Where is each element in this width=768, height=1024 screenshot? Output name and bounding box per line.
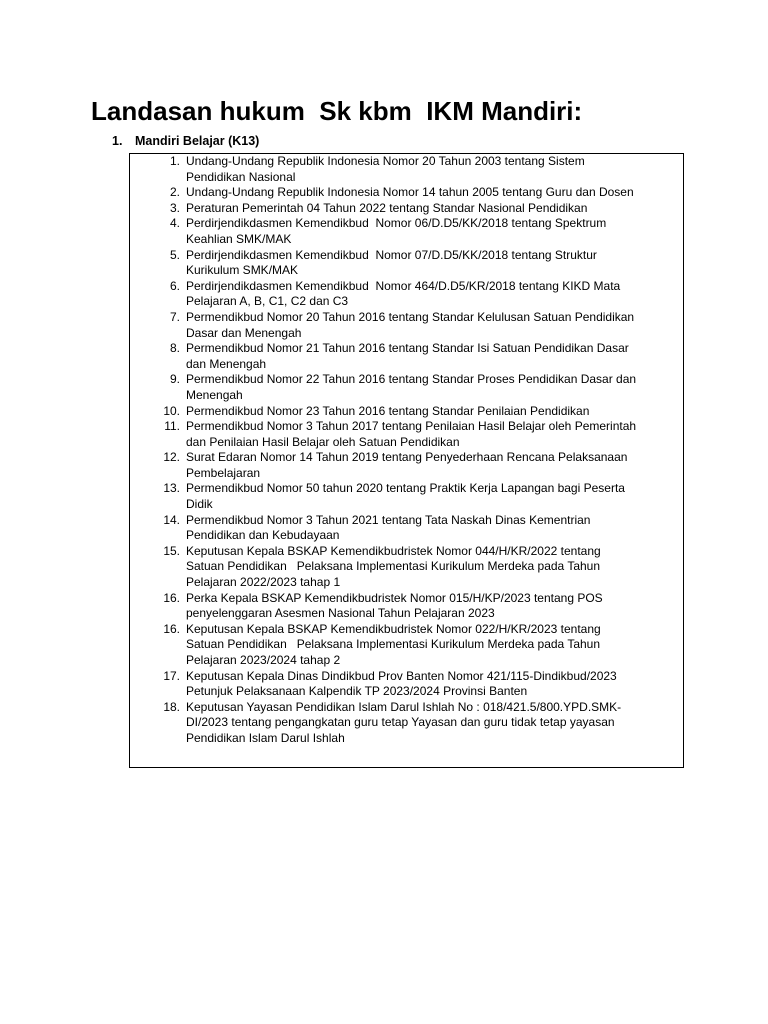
list-item-text (186, 201, 678, 217)
list-item-line: Permendikbud Nomor 50 tahun 2020 tentang Praktik Kerja Lapangan bagi Peserta (186, 481, 625, 496)
list-item-text (186, 419, 678, 450)
list-item-line: Permendikbud Nomor 20 Tahun 2016 tentang Standar Kelulusan Satuan Pendidikan (186, 309, 635, 324)
list-item-text (186, 404, 678, 420)
list-item-line: Keputusan Kepala BSKAP Kemendikbudristek Nomor 022/H/KR/2023 tentang (186, 621, 601, 636)
list-item-line: Permendikbud Nomor 3 Tahun 2021 tentang Tata Naskah Dinas Kementrian (186, 512, 591, 527)
list-item-text (186, 513, 678, 544)
list-item-number: 1. (169, 154, 180, 168)
list-item-text (186, 591, 678, 622)
list-item-number: 5. (169, 247, 180, 262)
list-item (138, 372, 678, 403)
section-heading (112, 133, 259, 149)
list-item-line: Undang-Undang Republik Indonesia Nomor 20 Tahun 2003 tentang Sistem (186, 154, 585, 168)
list-item-text (186, 622, 678, 669)
list-item-line: Menengah (186, 387, 243, 402)
list-item-line: Satuan Pendidikan Pelaksana Implementasi Kurikulum Merdeka pada Tahun (186, 637, 601, 652)
list-item-line: Keahlian SMK/MAK (186, 231, 292, 246)
list-item-text (186, 700, 678, 747)
list-item-text (186, 185, 678, 201)
list-item-line: Pendidikan Nasional (186, 169, 296, 184)
list-item-line: Undang-Undang Republik Indonesia Nomor 14 tahun 2005 tentang Guru dan Dosen (186, 185, 634, 200)
list-item-line: Peraturan Pemerintah 04 Tahun 2022 tentang Standar Nasional Pendidikan (186, 200, 588, 215)
list-item-line: Pendidikan dan Kebudayaan (186, 528, 340, 543)
list-item-number: 4. (169, 216, 180, 231)
list-item (138, 450, 678, 481)
list-item-line: dan Penilaian Hasil Belajar oleh Satuan Pendidikan (186, 434, 460, 449)
section-label: Mandiri Belajar (K13) (135, 134, 260, 148)
list-item-line: Keputusan Kepala BSKAP Kemendikbudristek Nomor 044/H/KR/2022 tentang (186, 543, 601, 558)
list-item-line: Pendidikan Islam Darul Ishlah (186, 730, 345, 745)
list-item-text (186, 544, 678, 591)
list-item-text (186, 310, 678, 341)
list-item-text (186, 481, 678, 512)
list-item-line: Satuan Pendidikan Pelaksana Implementasi Kurikulum Merdeka pada Tahun (186, 559, 601, 574)
list-item-number: 3. (169, 200, 180, 215)
list-item (138, 185, 678, 201)
list-item (138, 279, 678, 310)
list-item-number: 7. (169, 309, 180, 324)
list-item (138, 154, 678, 185)
list-item-line: Dasar dan Menengah (186, 325, 302, 340)
list-item (138, 419, 678, 450)
list-item-line: DI/2023 tentang pengangkatan guru tetap Yayasan dan guru tidak tetap yayasan (186, 715, 615, 730)
list-item-number: 13. (163, 481, 180, 496)
list-item-line: Petunjuk Pelaksanaan Kalpendik TP 2023/2024 Provinsi Banten (186, 684, 528, 699)
list-item-line: Kurikulum SMK/MAK (186, 263, 299, 278)
list-item-line: Permendikbud Nomor 21 Tahun 2016 tentang Standar Isi Satuan Pendidikan Dasar (186, 341, 629, 356)
list-item-line: Perka Kepala BSKAP Kemendikbudristek Nomor 015/H/KP/2023 tentang POS (186, 590, 603, 605)
list-item-number: 12. (163, 450, 180, 465)
list-item-number: 14. (163, 512, 180, 527)
list-item-number: 16. (163, 621, 180, 636)
list-item (138, 248, 678, 279)
list-item (138, 404, 678, 420)
list-item (138, 544, 678, 591)
legal-basis-list (138, 154, 678, 747)
list-item (138, 310, 678, 341)
list-item-number: 2. (169, 185, 180, 200)
list-item-number: 8. (169, 341, 180, 356)
list-item-text (186, 279, 678, 310)
list-item-line: Perdirjendikdasmen Kemendikbud Nomor 07/D.D5/KK/2018 tentang Struktur (186, 247, 597, 262)
list-item (138, 700, 678, 747)
list-item-line: dan Menengah (186, 356, 267, 371)
list-item-line: Pembelajaran (186, 465, 261, 480)
list-item-line: Pelajaran A, B, C1, C2 dan C3 (186, 294, 349, 309)
list-item-text (186, 450, 678, 481)
list-item-line: Keputusan Kepala Dinas Dindikbud Prov Banten Nomor 421/115-Dindikbud/2023 (186, 668, 617, 683)
list-item-number: 15. (163, 543, 180, 558)
list-item-line: Surat Edaran Nomor 14 Tahun 2019 tentang Penyederhaan Rencana Pelaksanaan (186, 450, 628, 465)
list-item-line: penyelenggaran Asesmen Nasional Tahun Pelajaran 2023 (186, 606, 495, 621)
list-item-line: Permendikbud Nomor 22 Tahun 2016 tentang Standar Proses Pendidikan Dasar dan (186, 372, 637, 387)
list-item-text (186, 372, 678, 403)
list-item-number: 6. (169, 278, 180, 293)
list-item-text (186, 669, 678, 700)
list-item-number: 9. (169, 372, 180, 387)
list-item-number: 18. (163, 699, 180, 714)
list-item (138, 513, 678, 544)
list-item-line: Didik (186, 497, 213, 512)
list-item-line: Perdirjendikdasmen Kemendikbud Nomor 06/D.D5/KK/2018 tentang Spektrum (186, 216, 607, 231)
list-item-number: 17. (163, 668, 180, 683)
list-item-text (186, 248, 678, 279)
list-item-number: 16. (163, 590, 180, 605)
list-item-line: Permendikbud Nomor 23 Tahun 2016 tentang Standar Penilaian Pendidikan (186, 403, 590, 418)
list-item (138, 216, 678, 247)
list-item-line: Perdirjendikdasmen Kemendikbud Nomor 464/D.D5/KR/2018 tentang KIKD Mata (186, 278, 621, 293)
list-item-line: Permendikbud Nomor 3 Tahun 2017 tentang Penilaian Hasil Belajar oleh Pemerintah (186, 419, 637, 434)
page-title: Landasan hukum Sk kbm IKM Mandiri: (91, 96, 583, 126)
list-item-line: Pelajaran 2022/2023 tahap 1 (186, 575, 341, 590)
list-item-text (186, 154, 678, 185)
list-item (138, 591, 678, 622)
list-item (138, 669, 678, 700)
list-item (138, 341, 678, 372)
list-item (138, 622, 678, 669)
list-item (138, 481, 678, 512)
list-item-number: 10. (163, 403, 180, 418)
list-item-text (186, 216, 678, 247)
list-item-line: Pelajaran 2023/2024 tahap 2 (186, 653, 341, 667)
list-item-number: 11. (164, 419, 180, 434)
list-item-text (186, 341, 678, 372)
section-number: 1. (112, 134, 123, 148)
list-item-line: Keputusan Yayasan Pendidikan Islam Darul Ishlah No : 018/421.5/800.YPD.SMK- (186, 699, 622, 714)
list-item (138, 201, 678, 217)
